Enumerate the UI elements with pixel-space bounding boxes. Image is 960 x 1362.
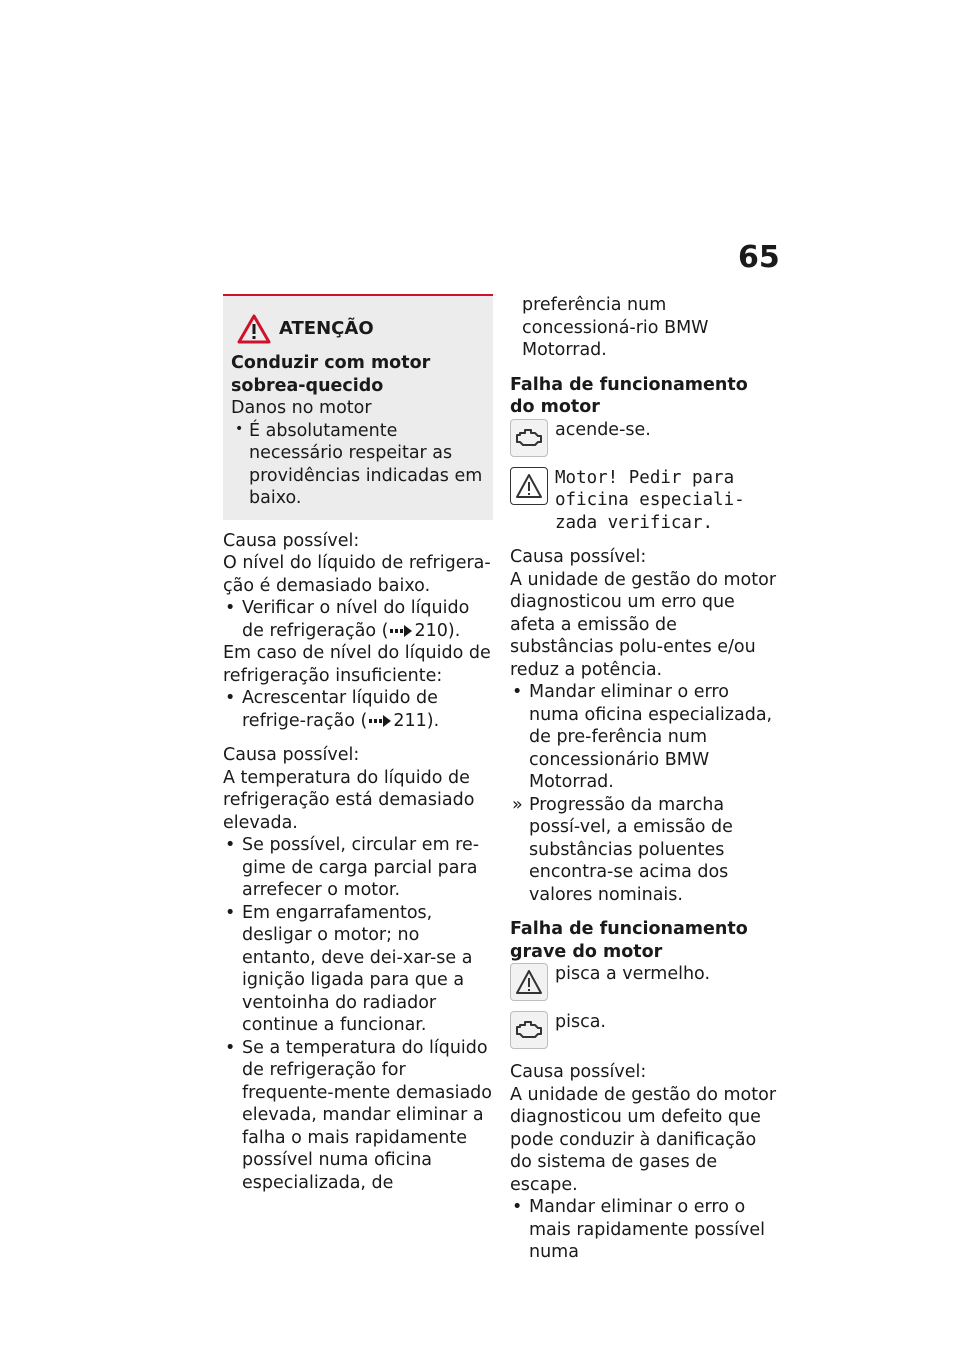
cause-text: A unidade de gestão do motor diagnosticou um defeito que pode conduzir à danificação do sistema de gases de escape. [510, 1084, 777, 1195]
cause-text: O nível do líquido de refrigera-ção é demasiado baixo. [223, 553, 491, 596]
list-item: • Mandar eliminar o erro o mais rapidamente possível numa [512, 1197, 766, 1262]
list-item-text: Acrescentar líquido de refrige-ração ( [242, 688, 438, 731]
engine-check-icon [510, 419, 548, 457]
list-item-text: Em engarrafamentos, desligar o motor; no entanto, deve dei-xar-se a ignição ligada para que a ventoinha do radiador continue a funcionar. [242, 902, 473, 1035]
page-reference-arrow-icon [390, 625, 412, 637]
cause-label: Causa possível: [510, 1062, 647, 1082]
warning-item-text: É absolutamente necessário respeitar as providências indicadas em baixo. [249, 420, 483, 508]
result-text: Progressão da marcha possí-vel, a emissão de substâncias poluentes encontra-se acima dos valores nominais. [529, 794, 733, 905]
list-item-text: Mandar eliminar o erro o mais rapidamente possível numa [529, 1197, 766, 1262]
general-warning-icon [510, 963, 548, 1001]
cause-label: Causa possível: [223, 745, 360, 765]
general-warning-icon [510, 467, 548, 505]
indicator-row [510, 963, 778, 1001]
indicator-row [510, 419, 778, 457]
page-reference-arrow-icon [369, 715, 391, 727]
cause-text: A unidade de gestão do motor diagnosticou um erro que afeta a emissão de substâncias polu-entes e/ou reduz a potência. [510, 569, 777, 680]
warning-heading [231, 314, 485, 344]
result-item: » Progressão da marcha possí-vel, a emissão de substâncias poluentes encontra-se acima dos valores nominais. [512, 794, 733, 905]
right-column [510, 294, 778, 1264]
list-item: • Verificar o nível do líquido de refrigeração ( 210). [225, 598, 470, 641]
low-level-text: Em caso de nível do líquido de refrigeração insuficiente: [223, 643, 491, 686]
warning-subtitle: Danos no motor [231, 398, 372, 418]
cause-label: Causa possível: [510, 547, 647, 567]
indicator-text: pisca. [555, 1012, 606, 1032]
page-ref: 211). [393, 710, 440, 731]
list-item: • Em engarrafamentos, desligar o motor; no entanto, deve dei-xar-se a ignição ligada para que a ventoinha do radiador continue a funcionar. [225, 902, 473, 1035]
list-item-text: Mandar eliminar o erro numa oficina especializada, de pre-ferência num concessionário BMW Motorrad. [529, 682, 773, 792]
list-item: • Se a temperatura do líquido de refrigeração for frequente-mente demasiado elevada, mandar eliminar a falha o mais rapidamente possível numa oficina especializada, de [225, 1037, 492, 1193]
list-item: • Acrescentar líquido de refrige-ração ( 211). [225, 688, 440, 731]
list-item-text: Se possível, circular em re-gime de carga parcial para arrefecer o motor. [242, 835, 480, 900]
indicator-text: acende-se. [555, 419, 651, 440]
indicator-row [510, 1011, 778, 1049]
page-ref: 210). [414, 620, 461, 641]
section-heading: Falha de funcionamento grave do motor [510, 919, 748, 962]
warning-heading-text: ATENÇÃO [279, 317, 374, 339]
warning-item: • É absolutamente necessário respeitar as providências indicadas em baixo. [235, 420, 483, 508]
display-message-row [510, 467, 778, 535]
section-heading: Falha de funcionamento do motor [510, 374, 748, 417]
warning-title: Conduzir com motor sobrea-quecido [231, 353, 431, 396]
display-message: Motor! Pedir para oficina especiali-zada verificar. [555, 467, 745, 533]
cause-text: A temperatura do líquido de refrigeração está demasiado elevada. [223, 767, 475, 833]
warning-box [223, 294, 493, 520]
indicator-text: pisca a vermelho. [555, 964, 711, 984]
engine-check-icon [510, 1011, 548, 1049]
list-item-text: Verificar o nível do líquido de refrigeração ( [242, 598, 470, 641]
left-column [223, 294, 493, 1194]
list-item: • Mandar eliminar o erro numa oficina especializada, de pre-ferência num concessionário BMW Motorrad. [512, 682, 773, 792]
list-item: • Se possível, circular em re-gime de carga parcial para arrefecer o motor. [225, 835, 480, 900]
list-item-text: Se a temperatura do líquido de refrigeração for frequente-mente demasiado elevada, mandar eliminar a falha o mais rapidamente possível numa oficina especializada, de [242, 1037, 492, 1193]
page-number: 65 [738, 240, 780, 275]
cause-label: Causa possível: [223, 530, 360, 551]
continued-text: preferência num concessioná-rio BMW Motorrad. [522, 295, 709, 360]
warning-triangle-icon [237, 314, 271, 344]
